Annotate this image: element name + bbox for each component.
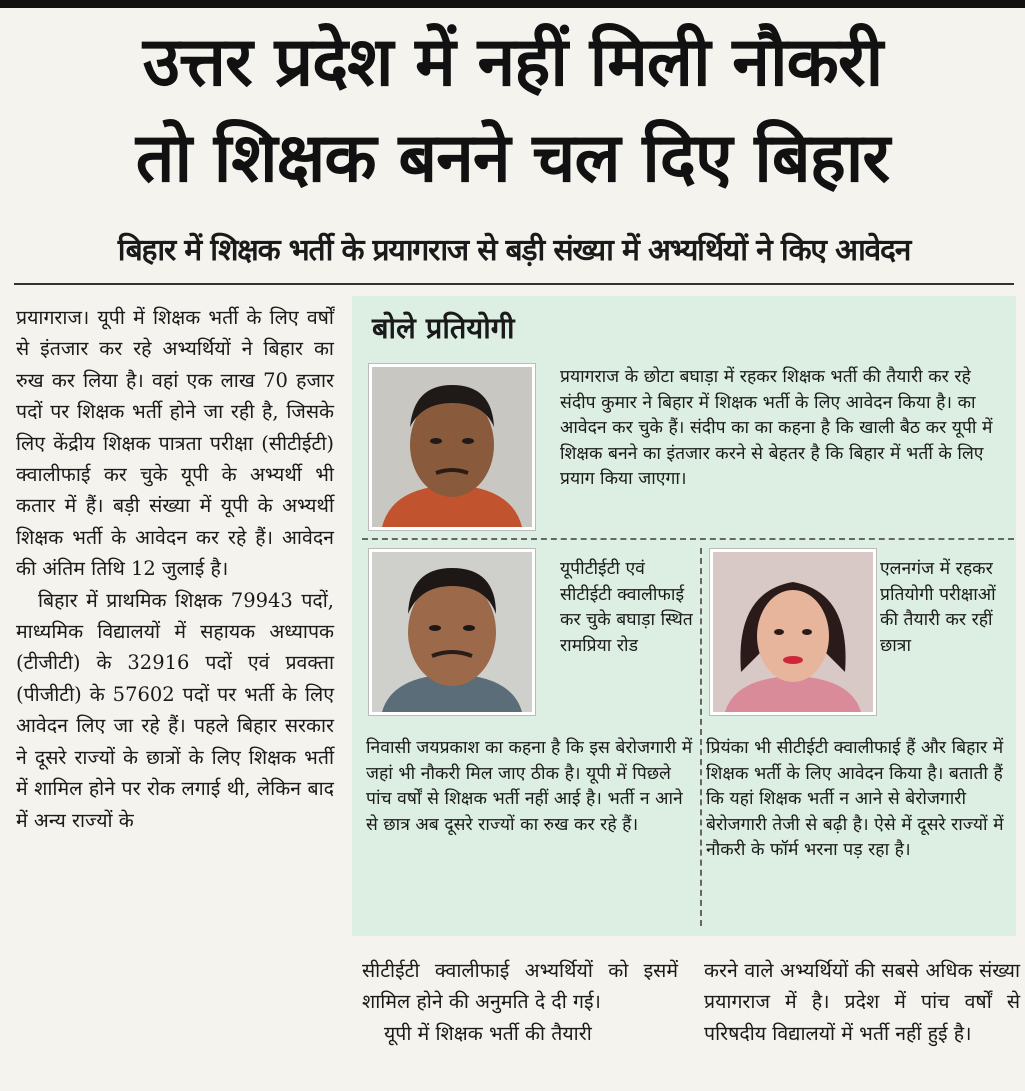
photo-candidate-1 [369,364,535,530]
headline-line-1: उत्तर प्रदेश में नहीं मिली नौकरी [142,23,883,102]
dashed-divider-horizontal [362,538,1014,540]
column1-paragraph-1: प्रयागराज। यूपी में शिक्षक भर्ती के लिए वर्षों से इंतजार कर रहे अभ्यर्थियों ने बिहार का रुख कर लिया है। वहां एक लाख 70 हजार पदों पर शिक्षक भर्ती होने जा रही है, जिसके लिए केंद्रीय शिक्षक पात्रता परीक्षा (सीटीईटी) क्वालीफाई कर चुके यूपी के अभ्यर्थी भी कतार में हैं। बड़ी संख्या में यूपी के अभ्यर्थी शिक्षक भर्ती के आवेदन कर रहे हैं। आवेदन की अंतिम तिथि 12 जुलाई है। [16,306,334,581]
top-rule [0,0,1025,8]
box-title: बोले प्रतियोगी [372,311,515,345]
woman-portrait-icon [713,552,873,712]
subheadline: बिहार में शिक्षक भर्ती के प्रयागराज से बड़ी संख्या में अभ्यर्थियों ने किए आवेदन [117,233,911,268]
column2-paragraph-2: यूपी में शिक्षक भर्ती की तैयारी [384,1021,592,1045]
quote-candidate-3-top: एलनगंज में रहकर प्रतियोगी परीक्षाओं की तैयारी कर रहीं छात्रा [880,559,996,656]
man-portrait-icon [372,367,532,527]
article-column-1 [16,302,334,836]
photo-candidate-3 [710,549,876,715]
quote-candidate-1: प्रयागराज के छोटा बघाड़ा में रहकर शिक्षक भर्ती की तैयारी कर रहे संदीप कुमार ने बिहार में शिक्षक भर्ती के लिए आवेदन किया है। का आवेदन कर चुके हैं। संदीप का का कहना है कि खाली बैठ कर यूपी में शिक्षक बनने का इंतजार करने से बेहतर है कि बिहार में भर्ती के लिए प्रयाग किया जाएगा। [560,367,993,489]
article-column-2 [362,955,678,1049]
headline-line-2: तो शिक्षक बनने चल दिए बिहार [135,119,890,198]
article-column-3 [704,955,1020,1049]
column3-paragraph-1: करने वाले अभ्यर्थियों की सबसे अधिक संख्या प्रयागराज में है। प्रदेश में पांच वर्षों से परिषदीय विद्यालयों में भर्ती नहीं हुई है। [704,959,1020,1045]
dashed-divider-vertical [700,548,702,926]
column2-paragraph-1: सीटीईटी क्वालीफाई अभ्यर्थियों को इसमें शामिल होने की अनुमति दे दी गई। [362,959,678,1014]
quote-candidate-2-top: यूपीटीईटी एवं सीटीईटी क्वालीफाई कर चुके बघाड़ा स्थित रामप्रिया रोड [560,559,693,656]
subheadline-rule [14,283,1014,285]
quote-candidate-3-bottom: प्रियंका भी सीटीईटी क्वालीफाई हैं और बिहार में शिक्षक भर्ती के लिए आवेदन किया है। बताती हैं कि यहां शिक्षक भर्ती न आने से बेरोजगारी बेरोजगारी तेजी से बढ़ी है। ऐसे में दूसरे राज्यों में नौकरी के फॉर्म भरना पड़ रहा है। [706,738,1004,860]
photo-candidate-2 [369,549,535,715]
man-portrait-icon [372,552,532,712]
column1-paragraph-2: बिहार में प्राथमिक शिक्षक 79943 पदों, माध्यमिक विद्यालयों में सहायक अध्यापक (टीजीटी) के 32916 पदों एवं प्रवक्ता (पीजीटी) के 57602 पदों पर भर्ती के लिए आवेदन लिए जा रहे हैं। पहले बिहार सरकार ने दूसरे राज्यों के छात्रों के लिए शिक्षक भर्ती में शामिल होने पर रोक लगाई थी, लेकिन बाद में अन्य राज्यों के [16,588,334,832]
quote-candidate-2-bottom: निवासी जयप्रकाश का कहना है कि इस बेरोजगारी में जहां भी नौकरी मिल जाए ठीक है। यूपी में पिछले पांच वर्षों से शिक्षक भर्ती नहीं आई है। भर्ती न आने से छात्र अब दूसरे राज्यों का रुख कर रहे हैं। [366,738,693,835]
